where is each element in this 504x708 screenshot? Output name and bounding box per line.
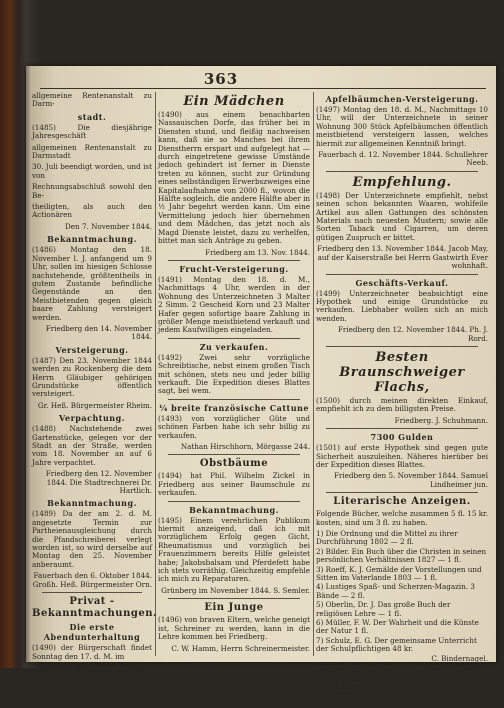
ad-title: Frucht-Versteigerung. <box>179 263 289 274</box>
ad-title: ¼ breite französische Cattune <box>159 402 309 413</box>
rent-notice-place: stadt. <box>77 111 107 122</box>
divider <box>168 260 300 261</box>
book-list-item: 1) Die Ordnung und die Mittel zu ihrer Durchführung 1802 — 2 fl. <box>316 529 458 547</box>
ad-text: (1496) von braven Eltern, welche geneigt ist, Schreiner zu werden, kann in die Lehre kommen bei Friedberg. <box>158 615 310 642</box>
rent-notice-line: allgemeine Rentenanstalt zu Darm- <box>32 91 152 109</box>
section-signature: Friedberg den 12. November 1844. Die Stadtrechnerei Dr. Hartlich. <box>45 469 152 496</box>
literary-footer: Sodann ist bei mir zu haben: Schenkel, Erbauungsbuch mit Predigten über Grund und Ziel unseres Glaubens. 3 fl. Schulz, E. G. Predigten auf alle Sonn- und Festtage des Kirchenjahres. 3 fl. 30 kr. <box>316 665 488 708</box>
ad-text: (1498) Der Unterzeichnete empfiehlt, nebst seinen schon bekannten Waaren, wohlfeile Artikel aus allen Gattungen des schönsten Materials nach neuesten Mustern; sowie alle Sorten Taback und Cigarren, um deren gütigen Zuspruch er bittet. <box>316 190 488 242</box>
divider <box>168 399 300 400</box>
rent-notice-line: 30. Juli beendigt worden, und ist von <box>32 162 152 180</box>
book-list-item: 3) Roeff, K. J. Gemälde der Vorstellungen und Sitten im Vaterlande 1803 — 1 fl. <box>316 564 482 583</box>
ad-title: Bekanntmachung. <box>189 504 279 515</box>
section-title: Bekanntmachung. <box>47 234 137 245</box>
book-list-item: 4) Lustiges Spaß- und Scherzen-Magazin. 3 Bände — 2 fl. <box>316 582 475 600</box>
column-divider-2 <box>313 92 314 656</box>
entertainment-venue: Trapp'schen Saale <box>36 663 148 675</box>
private-announcements-heading: Privat - Bekanntmachungen. <box>32 596 157 620</box>
header-rule <box>40 88 486 89</box>
entertainment-text: (1490) der Bürgerschaft findet Sonntag den 17. d. M. im <box>32 643 152 661</box>
rent-notice-date: Den 7. November 1844. <box>65 221 152 231</box>
section-title: Versteigerung. <box>55 344 129 355</box>
section-signature: Gr. Heß. Bürgermeister Rheim. <box>37 400 152 410</box>
ad-title: Zu verkaufen. <box>199 341 269 352</box>
newspaper-page <box>26 66 496 708</box>
book-list-item: 7) Schulz, E. G. Der gemeinsame Unterricht der Schulpflichtigen 48 kr. <box>316 635 477 654</box>
entertainment-heading: Die erste Abendunterhaltung <box>43 622 141 643</box>
left-column <box>32 91 157 675</box>
ad-signature: Friedberg. J. Schuhmann. <box>394 415 488 425</box>
ad-signature: Fauerbach d. 12. November 1844. Schullehrer Neeb. <box>318 150 488 168</box>
column-divider-1 <box>155 92 156 656</box>
rent-notice-line: theiligten, als auch den Actionären <box>32 202 152 220</box>
section-text: (1489) Da der am 2. d. M. angesetzte Termin zur Partheienausgleichung durch die Pfandschreiberei verlegt worden ist, so wird derselbe auf Montag den 25. November anberaumt. <box>32 509 152 569</box>
ad-title: Ein Junge <box>204 602 264 614</box>
book-list-item: 2) Bilder. Ein Buch über die Christen in seinen persönlichen Verhältnissen 1827 — 1 fl. <box>316 546 487 565</box>
divider <box>168 598 300 599</box>
ad-signature: Friedberg den 13. November 1844. Jacob May, auf der Kaiserstraße bei Herrn Gastwirth Ever wohnhaft. <box>317 244 488 271</box>
section-text: (1487) Den 23. November 1844 werden zu Rockenberg die dem Herrn Gläubiger gehörigen Grundstücke öffentlich versteigert. <box>32 355 152 399</box>
ad-title: 7300 Gulden <box>370 432 434 443</box>
section-text: (1488) Nachstehende zwei Gartenstücke, gelegen vor der Stadt an der Straße, werden vom 18. November an auf 6 Jahre verpachtet. <box>32 424 152 467</box>
ad-text: (1491) Montag den 18. d. M., Nachmittags 4 Uhr, werden in der Wohnung des Unterzeichneten 3 Malter 2 Simm. 2 Gescheid Korn und 23 Malter Hafer gegen sofortige baare Zahlung in größer Menge meistbietend verkauft und jedem Kaufwilligen eingeladen. <box>158 274 310 335</box>
literary-heading: Literarische Anzeigen. <box>333 496 471 508</box>
divider <box>326 428 478 429</box>
literary-signature: C. Bindernagel. <box>431 653 488 663</box>
middle-column <box>158 92 310 656</box>
ad-text: (1495) Einem verehrlichen Publikum hiermit anzeigend, daß ich mit vorzüglichem Erfolg gegen Gicht, Rheumatismus und vorzüglich bei Frauenzimmern bereits Hilfe geleistet habe; Jakobsbalsam und Pferdefett habe ich stets vorräthig. Gleichzeitig empfehle ich mich zu Reparaturen. <box>158 515 310 584</box>
ad-title: Obstbäume <box>199 458 269 470</box>
rent-notice-line: allgemeinen Rentenanstalt zu Darmstadt <box>32 142 152 161</box>
ad-signature: C. W. Hamm, Herrn Schreinermeister. <box>171 643 310 653</box>
ad-text: (1499) Unterzeichneter beabsichtigt eine Hypothek und einige Grundstücke zu verkaufen. Liebhaber wollen sich an mich wenden. <box>316 288 488 323</box>
ad-text: (1490) aus einem benachbarten Nassauischen Dorfe, das früher bei in Diensten stund, und fleißig nachweisen kann, daß sie so Manches bei ihrem Dienstherrn erspart und aufgelegt hat — durch eingetretene gewisse Umstände jedoch gehindert ist ferner in Dienste treten zu können, sucht zur Gründung eines selbständigen Erwerbszweiges eine Kapitalaufnahme von 2000 fl., wovon die Hälfte sogleich, die andere Hälfte aber in ½ Jahr begehrt werden kann. Um eine Vermittelung jedoch hier übernehmen und dem Mädchen, das jetzt noch als Magd Dienste leistet, dazu zu verhelfen, bittet man sich Anträge zu geben. <box>158 110 310 246</box>
divider <box>326 274 478 275</box>
page-number: 363 <box>203 70 239 88</box>
ad-signature: Nathan Hirschhorn, Mörgasse 244. <box>180 442 310 451</box>
ad-text: (1500) durch meinen direkten Einkauf, empfiehlt ich zu dem billigsten Preise. <box>316 395 488 414</box>
divider <box>168 454 300 455</box>
maid-ad-heading: Ein Mädchen <box>183 94 285 109</box>
ad-text: (1497) Montag den 18. d. M., Nachmittags 10 Uhr, will der Unterzeichnete in seiner Wohnung 300 Stück Apfelbäumchen öffentlich meistbietend versteigern lassen, welches hiermit zur allgemeinen Kenntniß bringt. <box>316 105 488 148</box>
ad-signature: Friedberg den 5. November 1844. Samuel Lindheimer jun. <box>333 471 488 489</box>
right-column <box>316 92 488 708</box>
rent-notice-line: (1485) Die diesjährige Jahresgeschäft <box>32 122 152 141</box>
section-title: Bekanntmachung. <box>47 498 137 509</box>
ad-text: (1501) auf erste Hypothek sind gegen gute Sicherheit auszuleihen. Näheres hierüber bei der Expedition dieses Blattes. <box>316 443 488 469</box>
section-text: (1486) Montag den 18. November l. J. anfangend um 9 Uhr, sollen im hiesigen Schlosse nachstehende, größtentheils in gutem Zustande befindliche Gegenstände an den Meistbietenden gegen gleich baare Zahlung versteigert werden. <box>32 245 152 322</box>
ad-signature: Friedberg den 12. November 1844. Ph. J. Rord. <box>337 325 488 343</box>
book-list-item: 5) Oberlin, Dr. J. Das große Buch der religiösen Lehre — 1 fl. <box>316 600 451 618</box>
divider <box>326 346 478 347</box>
ad-title: Apfelbäumchen-Versteigerung. <box>325 94 479 104</box>
divider <box>168 338 300 339</box>
rent-notice-line: Rechnungsabschluß sowohl den Be- <box>32 182 152 200</box>
divider <box>326 171 478 172</box>
section-signature: Friedberg den 14. November 1844. <box>45 323 152 342</box>
ad-text: (1493) von vorzüglicher Güte und schönen Farben habe ich sehr billig zu verkaufen. <box>158 413 310 440</box>
literary-intro: Folgende Bücher, welche zusammen 5 fl. 15 kr. kosten, sind um 3 fl. zu haben. <box>316 509 488 527</box>
ad-title: Geschäfts-Verkauf. <box>355 277 449 288</box>
ad-title: Empfehlung. <box>352 174 452 190</box>
ad-text: (1494) hat Phil. Wilhelm Zickel in Friedberg aus seiner Baumschule zu verkaufen. <box>158 471 310 498</box>
section-title: Verpachtung. <box>59 413 125 424</box>
ad-title: Besten Braunschweiger Flachs, <box>339 349 465 395</box>
section-signature: Fauerbach den 6. Oktober 1844. Großh. Heß. Bürgermeister Orn. <box>32 571 152 589</box>
book-list-item: 6) Müller, F. W. Der Wahrheit und die Künste der Natur 1 fl. <box>316 618 479 636</box>
divider <box>42 592 142 593</box>
ad-signature: Grünberg im November 1844. S. Semler. <box>161 585 310 595</box>
ad-signature: Friedberg am 13. Nov. 1844. <box>205 247 310 257</box>
divider <box>168 501 300 502</box>
divider <box>326 492 478 493</box>
ad-text: (1492) Zwei sehr vorzügliche Schreibtische, nebst einem großen Tisch mit schönen, stets neu und jeder billig verkauft. Die Expedition dieses Blattes sagt, bei wem. <box>158 352 310 396</box>
